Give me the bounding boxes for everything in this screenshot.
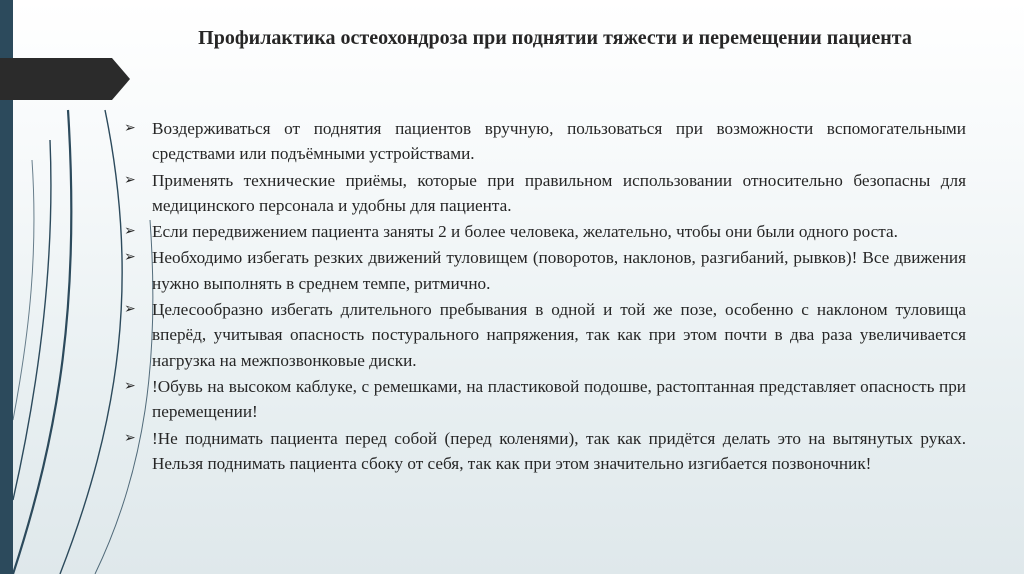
bullet-item (124, 168, 966, 219)
decor-curve-1 (13, 110, 71, 574)
bullet-item (124, 219, 966, 244)
bullet-text: Если передвижением пациента заняты 2 и более человека, желательно, чтобы они были одного роста. (152, 222, 898, 242)
bullet-marker-icon: ➢ (124, 223, 136, 240)
decor-curve-3 (60, 110, 122, 574)
bullet-text: Необходимо избегать резких движений туловищем (поворотов, наклонов, разгибаний, рывков)! Все движения нужно выполнять в среднем темпе, ритмично. (152, 248, 966, 293)
decor-curve-2 (13, 140, 51, 500)
bullet-text: Применять технические приёмы, которые при правильном использовании относительно безопасны для медицинского персонала и удобны для пациента. (152, 170, 966, 216)
bullet-text: Воздерживаться от поднятия пациентов вручную, пользоваться при возможности вспомогательными средствами или подъёмными устройствами. (152, 119, 966, 164)
bullet-marker-icon: ➢ (124, 120, 136, 136)
bullet-text: Целесообразно избегать длительного пребывания в одной и той же позе, особенно с наклоном туловища вперёд, учитывая опасность постурального напряжения, так как при этом почти в два раза увеличивается нагрузка на межпозвонковые диски. (152, 300, 966, 370)
bullet-marker-icon: ➢ (124, 171, 136, 188)
bullet-marker-icon: ➢ (124, 249, 136, 266)
bullet-list (124, 116, 966, 477)
bullet-item (124, 245, 966, 296)
bullet-text: !Обувь на высоком каблуке, с ремешками, на пластиковой подошве, растоптанная представляет опасность при перемещении! (152, 377, 966, 422)
slide-title: Профилактика остеохондроза при поднятии тяжести и перемещении пациента (198, 27, 912, 49)
bullet-item (124, 426, 966, 477)
bullet-marker-icon: ➢ (124, 429, 136, 446)
bullet-marker-icon: ➢ (124, 301, 136, 318)
bullet-marker-icon: ➢ (124, 378, 136, 395)
bullet-item (124, 374, 966, 425)
bullet-text: !Не поднимать пациента перед собой (перед коленями), так как придётся делать это на вытянутых руках. Нельзя поднимать пациента сбоку от себя, так как при этом значительно изгибается позвоночник! (152, 428, 966, 474)
bullet-item (124, 116, 966, 167)
decor-curve-5 (13, 160, 34, 420)
bullet-item (124, 297, 966, 373)
title-tab-arrow (0, 58, 130, 100)
